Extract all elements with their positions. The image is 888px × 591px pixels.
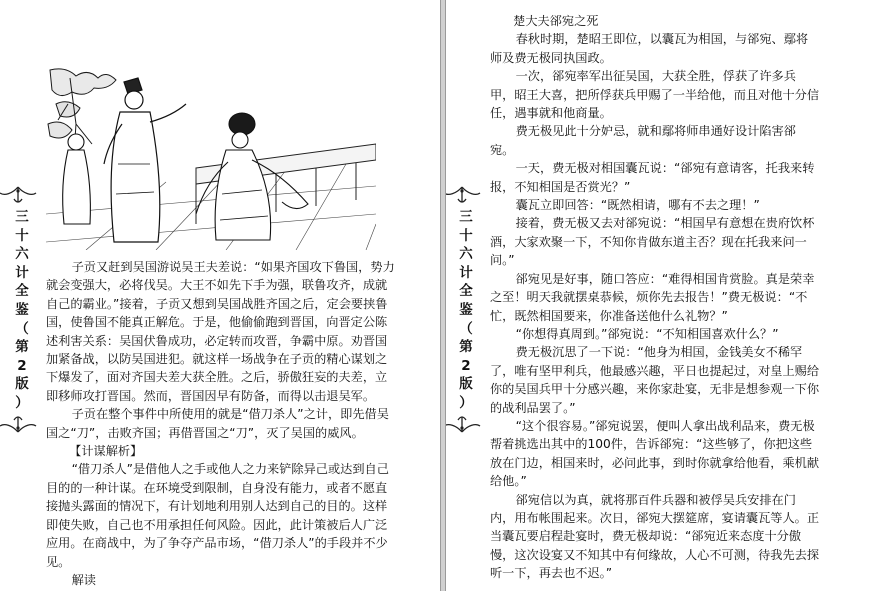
spine-title-chars-right xyxy=(459,206,473,413)
paragraph: 接着，费无极又去对郤宛说：“相国早有意想在贵府饮杯酒，大家欢聚一下，不知你肯做东道主否？现在托我来问一问。” xyxy=(490,216,815,268)
section-heading: 【计谋解析】 xyxy=(69,444,143,459)
ornament-bottom-icon xyxy=(0,413,38,435)
spine-char: 全 xyxy=(15,283,29,300)
spine-char: 十 xyxy=(15,227,29,244)
spine-char: 鉴 xyxy=(15,301,29,318)
ornament-top-icon xyxy=(446,184,482,206)
paragraph: 费无极沉思了一下说：“他身为相国，金钱美女不稀罕了，唯有坚甲利兵，他最感兴趣，平日也提起过，对皇上赐给你的吴国兵甲十分感兴趣，来你家赴宴，无非是想参观一下你的战利品罢了。” xyxy=(490,345,820,415)
paragraph: “你想得真周到。”郤宛说：“不知相国喜欢什么？” xyxy=(515,326,779,341)
spine-title-right xyxy=(454,184,478,435)
paragraph: 解读 xyxy=(71,572,96,587)
paragraph: “这个很容易。”郤宛说罢，便叫人拿出战利品来，费无极帮着挑选出其中的100件，告诉郤宛：“这些够了，你把这些放在门边，相国来时，必问此事，到时你就拿给他看，乘机献给他。” xyxy=(490,418,820,489)
left-page xyxy=(0,0,440,591)
paragraph: 一次，郤宛率军出征吴国，大获全胜，俘获了许多兵甲，昭王大喜，把所俘获兵甲赐了一半给他，而且对他十分信任，遇事就和他商量。 xyxy=(490,69,820,121)
spine-char: 全 xyxy=(459,283,473,300)
ornament-top-icon xyxy=(0,184,38,206)
spine-char: 2 xyxy=(17,357,27,374)
spine-char: 鉴 xyxy=(459,301,473,318)
spine-char: ） xyxy=(459,394,473,411)
spine-char: 三 xyxy=(459,209,473,225)
spine-char: 第 xyxy=(459,339,473,356)
paragraph: 春秋时期，楚昭王即位，以囊瓦为相国，与郤宛、鄢将师及费无极同执国政。 xyxy=(490,32,809,65)
paragraph: 子贡在整个事件中所使用的就是“借刀杀人”之计，即先借吴国之“刀”，击败齐国；再借晋国之“刀”，灭了吴国的威风。 xyxy=(46,407,389,440)
paragraph: 囊瓦立即回答：“既然相请，哪有不去之理！” xyxy=(515,198,760,213)
spine-title-left xyxy=(10,184,34,435)
paragraph: “借刀杀人”是借他人之手或他人之力来铲除异己或达到自己目的的一种计谋。在环境受到限制，自身没有能力，或者不愿直接抛头露面的情况下，有计划地利用别人达到自己的目的。这样即使失败，自己也不用承担任何风险。因此，此计策被后人广泛应用。在商战中，为了争夺产品市场，“借刀杀人”的手段并不少见。 xyxy=(46,462,389,569)
spine-char: 计 xyxy=(459,264,473,281)
spine-title-chars-left xyxy=(15,206,29,413)
right-body-text xyxy=(490,12,820,583)
spine-char: 版 xyxy=(15,376,29,393)
spine-char: 第 xyxy=(15,339,29,356)
paragraph: 子贡又赶到吴国游说吴王夫差说：“如果齐国攻下鲁国，势力就会变强大，必将伐吴。大王不如先下手为强，联鲁攻齐，成就自己的霸业。”接着，子贡又想到吴国战胜齐国之后，定会要挟鲁国，使鲁国不能真正解危。于是，他偷偷跑到晋国，向晋定公陈述利害关系：吴国伏鲁成功，必定转而攻晋，争霸中原。劝晋国加紧备战，以防吴国进犯。就这样一场战争在子贡的精心谋划之下爆发了，面对齐国夫差大获全胜。之后，骄傲狂妄的夫差，立即移师攻打晋国。然而，晋国因早有防备，而得以击退吴军。 xyxy=(46,260,395,403)
spine-char: ） xyxy=(15,394,29,411)
left-body-text xyxy=(46,258,398,589)
spine-char: 六 xyxy=(15,246,29,263)
spine-char: 计 xyxy=(15,264,29,281)
paragraph: 费无极见此十分妒忌，就和鄢将师串通好设计陷害郤宛。 xyxy=(490,124,796,157)
paragraph: 郤宛见是好事，随口答应：“难得相国肯赏脸。真是荣幸之至！明天我就摆桌恭候，烦你先去报告！”费无极说：“不忙，既然相国要来，你准备送他什么礼物？” xyxy=(490,271,815,323)
spine-char: （ xyxy=(459,320,473,337)
story-title: 楚大夫郤宛之死 xyxy=(513,14,599,28)
spine-char: 十 xyxy=(459,227,473,244)
ornament-bottom-icon xyxy=(446,413,482,435)
spine-char: 三 xyxy=(15,209,29,225)
spine-char: 2 xyxy=(461,357,471,374)
spine-char: 版 xyxy=(459,376,473,393)
right-page xyxy=(446,0,888,591)
spine-char: 六 xyxy=(459,246,473,263)
spine-char: （ xyxy=(15,320,29,337)
ink-drawing-figures-icon xyxy=(46,64,376,250)
paragraph: 一天，费无极对相国囊瓦说：“郤宛有意请客，托我来转报，不知相国是否赏光？” xyxy=(490,161,815,194)
paragraph: 郤宛信以为真，就将那百件兵器和被俘吴兵安排在门内，用布帐围起来。次日，郤宛大摆筵席，宴请囊瓦等人。正当囊瓦要启程赴宴时，费无极却说：“郤宛近来态度十分傲慢，这次设宴又不知其中有何缘故，人心不可测，待我先去探听一下，再去也不迟。” xyxy=(490,492,820,581)
